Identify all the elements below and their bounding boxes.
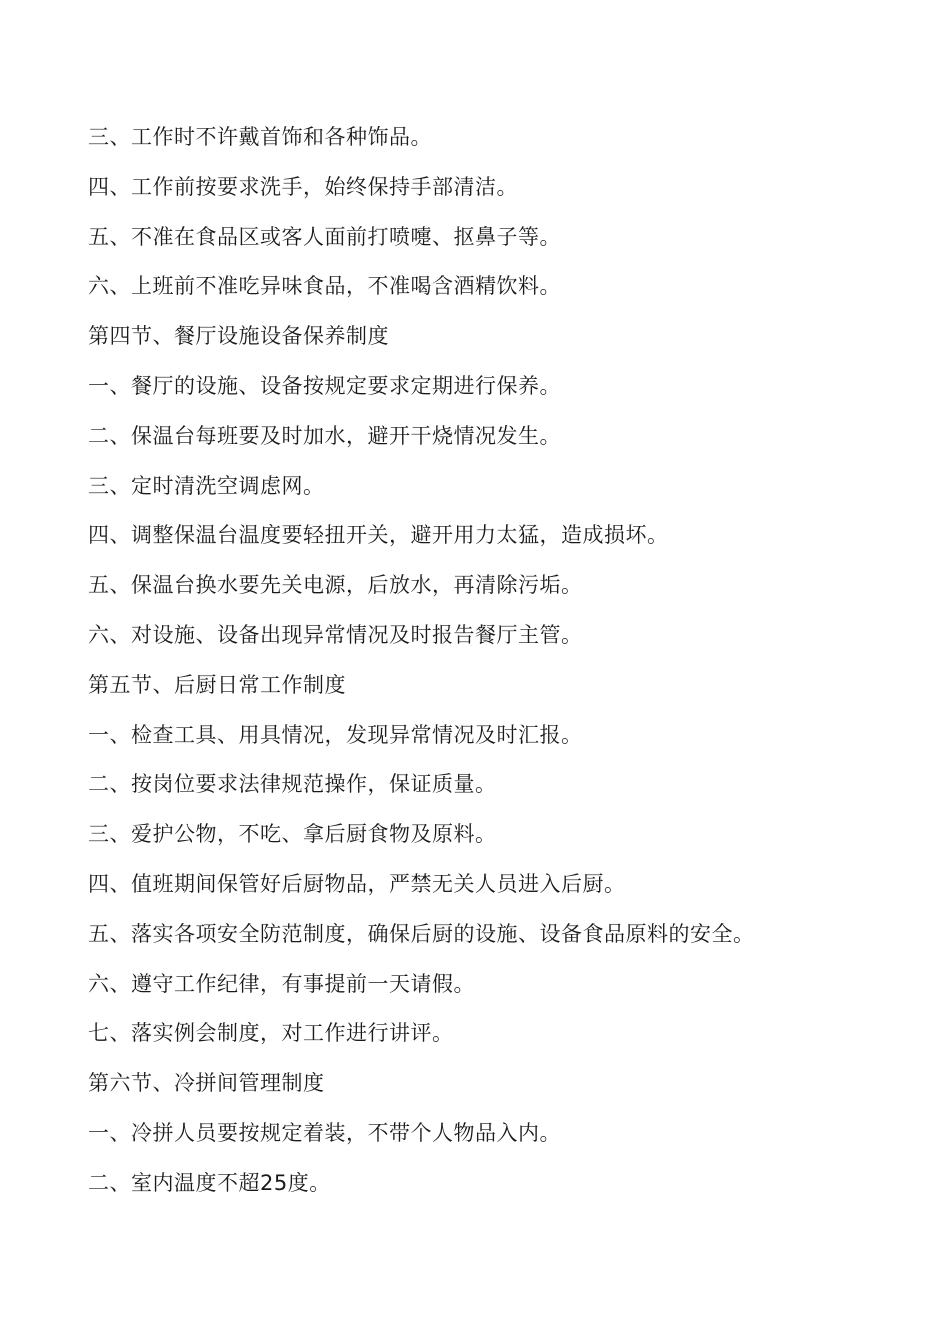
paragraph-section4-item-1: 一、餐厅的设施、设备按规定要求定期进行保养。 bbox=[88, 373, 561, 398]
paragraph-section5-item-3: 三、爱护公物，不吃、拿后厨食物及原料。 bbox=[88, 822, 497, 847]
paragraph-section4-item-3: 三、定时清洗空调虑网。 bbox=[88, 473, 325, 498]
paragraph-rule-4-wash-hands: 四、工作前按要求洗手，始终保持手部清洁。 bbox=[88, 174, 518, 199]
paragraph-section4-item-2: 二、保温台每班要及时加水，避开干烧情况发生。 bbox=[88, 423, 561, 448]
paragraph-rule-3-no-jewelry: 三、工作时不许戴首饰和各种饰品。 bbox=[88, 125, 432, 149]
paragraph-section4-item-5: 五、保温台换水要先关电源，后放水，再清除污垢。 bbox=[88, 573, 583, 598]
paragraph-section5-item-7: 七、落实例会制度，对工作进行讲评。 bbox=[88, 1021, 454, 1046]
section-heading-5: 第五节、后厨日常工作制度 bbox=[88, 672, 346, 697]
document-body bbox=[88, 118, 888, 1214]
paragraph-section5-item-5: 五、落实各项安全防范制度，确保后厨的设施、设备食品原料的安全。 bbox=[88, 921, 755, 946]
paragraph-rule-6-no-alcohol: 六、上班前不准吃异味食品，不准喝含酒精饮料。 bbox=[88, 274, 561, 299]
paragraph-section5-item-1: 一、检查工具、用具情况，发现异常情况及时汇报。 bbox=[88, 722, 583, 747]
paragraph-section5-item-2: 二、按岗位要求法律规范操作，保证质量。 bbox=[88, 772, 497, 797]
paragraph-section4-item-6: 六、对设施、设备出现异常情况及时报告餐厅主管。 bbox=[88, 622, 583, 647]
paragraph-section6-item-2: 二、室内温度不超25度。 bbox=[88, 1170, 331, 1195]
paragraph-section6-item-1: 一、冷拼人员要按规定着装，不带个人物品入内。 bbox=[88, 1120, 561, 1145]
paragraph-rule-5-no-sneezing: 五、不准在食品区或客人面前打喷嚏、抠鼻子等。 bbox=[88, 224, 561, 249]
paragraph-section5-item-4: 四、值班期间保管好后厨物品，严禁无关人员进入后厨。 bbox=[88, 871, 626, 896]
paragraph-section5-item-6: 六、遵守工作纪律，有事提前一天请假。 bbox=[88, 971, 475, 996]
section-heading-4: 第四节、餐厅设施设备保养制度 bbox=[88, 324, 389, 349]
paragraph-section4-item-4: 四、调整保温台温度要轻扭开关，避开用力太猛，造成损坏。 bbox=[88, 523, 669, 548]
section-heading-6: 第六节、冷拼间管理制度 bbox=[88, 1071, 325, 1096]
